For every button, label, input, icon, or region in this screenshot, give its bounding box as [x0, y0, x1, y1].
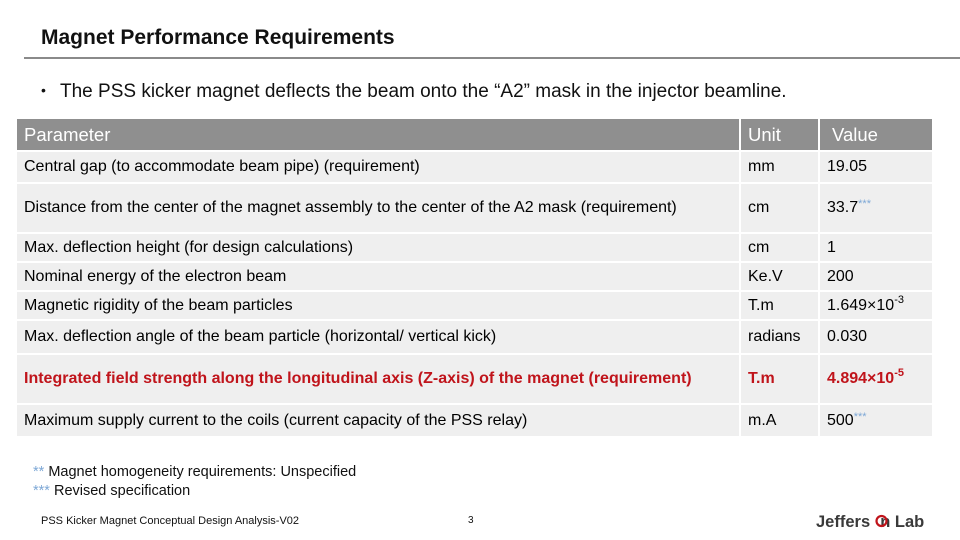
value-exponent: -5 [894, 367, 904, 380]
cell-value [819, 291, 932, 320]
footnote [33, 482, 356, 501]
footnote-marker: *** [33, 483, 50, 500]
footer-document-title: PSS Kicker Magnet Conceptual Design Analysis-V02 [41, 515, 300, 527]
header-parameter: Parameter [17, 119, 740, 151]
cell-parameter: Maximum supply current to the coils (current capacity of the PSS relay) [17, 404, 740, 436]
cell-parameter: Max. deflection height (for design calculations) [17, 233, 740, 262]
cell-value [819, 151, 932, 183]
cell-value [819, 354, 932, 404]
cell-unit: Ke.V [740, 262, 819, 291]
cell-parameter: Central gap (to accommodate beam pipe) (requirement) [17, 151, 740, 183]
cell-value [819, 404, 932, 436]
cell-parameter: Max. deflection angle of the beam particle (horizontal/ vertical kick) [17, 320, 740, 354]
footnote-text: Revised specification [49, 483, 191, 500]
cell-unit: cm [740, 233, 819, 262]
cell-unit: m.A [740, 404, 819, 436]
cell-value [819, 233, 932, 262]
page-number: 3 [468, 515, 474, 526]
parameters-table [17, 119, 932, 436]
table-row [17, 320, 932, 354]
jefferson-lab-logo [814, 505, 926, 535]
bullet-point [41, 81, 787, 103]
header-value: Value [819, 119, 932, 151]
table-row [17, 354, 932, 404]
bullet-text: The PSS kicker magnet deflects the beam onto the “A2” mask in the injector beamline. [60, 81, 787, 102]
footnote-marker: ** [33, 464, 45, 480]
value-text: 1 [827, 238, 836, 256]
value-text: 0.030 [827, 328, 868, 346]
table-row [17, 233, 932, 262]
footnote-text: Magnet homogeneity requirements: Unspecified [44, 464, 357, 480]
cell-unit: radians [740, 320, 819, 354]
cell-parameter: Magnetic rigidity of the beam particles [17, 291, 740, 320]
revision-note-marker: *** [858, 198, 871, 211]
value-text: 4.894×10 [827, 370, 895, 388]
table-row [17, 404, 932, 436]
table-row [17, 262, 932, 291]
title-divider [24, 57, 960, 59]
value-text: 33.7 [827, 199, 859, 217]
logo-o-gap: o [870, 513, 881, 531]
table-row [17, 183, 932, 233]
cell-value [819, 320, 932, 354]
cell-parameter: Nominal energy of the electron beam [17, 262, 740, 291]
revision-note-marker: *** [853, 410, 867, 423]
table-row [17, 151, 932, 183]
cell-parameter: Integrated field strength along the longitudinal axis (Z-axis) of the magnet (requirement) [17, 354, 740, 404]
jefferson-lab-logo-icon [814, 505, 926, 535]
table-header-row [17, 119, 932, 151]
cell-value [819, 183, 932, 233]
logo-text: Jefferson Lab [816, 513, 925, 531]
cell-unit: T.m [740, 291, 819, 320]
bullet-dot-icon: • [41, 82, 46, 98]
cell-value [819, 262, 932, 291]
value-text: 19.05 [827, 158, 868, 176]
footnote [33, 463, 356, 482]
cell-unit: T.m [740, 354, 819, 404]
value-text: 200 [827, 267, 854, 285]
value-text: 1.649×10 [827, 296, 895, 314]
value-exponent: -3 [894, 293, 904, 306]
cell-unit: cm [740, 183, 819, 233]
value-text: 500 [827, 411, 854, 429]
table-row [17, 291, 932, 320]
footnotes [33, 463, 356, 502]
header-unit: Unit [740, 119, 819, 151]
slide-title: Magnet Performance Requirements [41, 26, 395, 49]
table-body [17, 151, 932, 436]
cell-parameter: Distance from the center of the magnet assembly to the center of the A2 mask (requirement) [17, 183, 740, 233]
cell-unit: mm [740, 151, 819, 183]
